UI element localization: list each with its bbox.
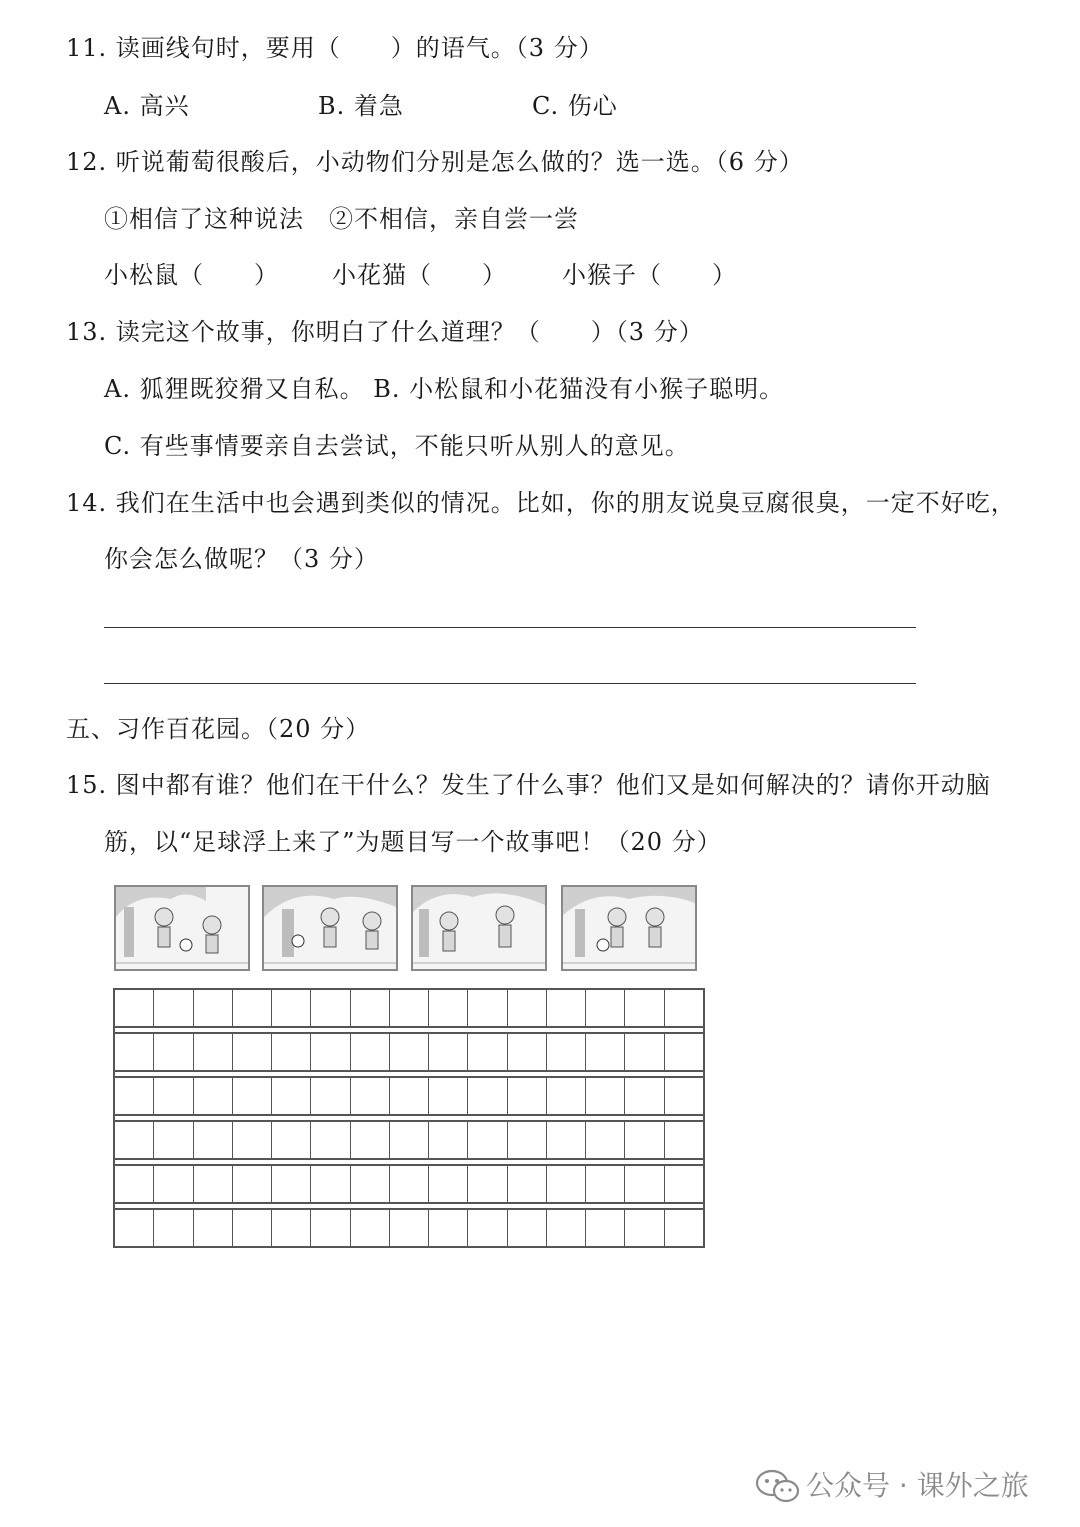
grid-cell[interactable] [311,990,350,1026]
grid-cell[interactable] [194,1210,233,1246]
grid-cell[interactable] [508,990,547,1026]
grid-cell[interactable] [351,1034,390,1070]
grid-cell[interactable] [390,990,429,1026]
grid-cell[interactable] [115,1034,154,1070]
grid-cell[interactable] [351,1166,390,1202]
grid-cell[interactable] [272,990,311,1026]
grid-cell[interactable] [390,1034,429,1070]
q14-answer-line-1[interactable] [104,627,916,628]
grid-cell[interactable] [351,1078,390,1114]
grid-cell[interactable] [311,1166,350,1202]
story-picture-2 [262,885,398,971]
grid-cell[interactable] [194,1166,233,1202]
grid-cell[interactable] [311,1078,350,1114]
grid-cell[interactable] [625,1122,664,1158]
grid-cell[interactable] [468,1122,507,1158]
grid-cell[interactable] [547,1210,586,1246]
q12-choices: ①相信了这种说法 ②不相信，亲自尝一尝 [104,205,579,233]
wechat-icon [756,1469,800,1503]
grid-row [115,1208,703,1248]
q12-item-squirrel[interactable]: 小松鼠（ ） [104,261,279,289]
q11-option-a[interactable]: A. 高兴 [104,92,190,120]
q12-item-cat[interactable]: 小花猫（ ） [332,261,507,289]
grid-cell[interactable] [625,1034,664,1070]
grid-cell[interactable] [154,1078,193,1114]
grid-cell[interactable] [194,990,233,1026]
watermark [756,1466,1029,1506]
grid-cell[interactable] [429,1078,468,1114]
grid-cell[interactable] [547,1122,586,1158]
grid-cell[interactable] [508,1034,547,1070]
story-picture-3 [411,885,547,971]
grid-cell[interactable] [154,1034,193,1070]
watermark-text: 公众号 · 课外之旅 [806,1469,1029,1502]
grid-cell[interactable] [665,1078,703,1114]
grid-cell[interactable] [625,1078,664,1114]
grid-cell[interactable] [272,1078,311,1114]
grid-cell[interactable] [233,1078,272,1114]
writing-grid[interactable] [113,988,705,1248]
grid-cell[interactable] [115,1078,154,1114]
grid-row [115,1032,703,1072]
grid-cell[interactable] [194,1078,233,1114]
grid-cell[interactable] [194,1122,233,1158]
grid-cell[interactable] [625,1166,664,1202]
grid-cell[interactable] [586,1122,625,1158]
q14-stem-line2: 你会怎么做呢？（3 分） [104,545,379,573]
grid-cell[interactable] [351,1210,390,1246]
grid-cell[interactable] [311,1210,350,1246]
grid-cell[interactable] [194,1034,233,1070]
q13-options-ab[interactable]: A. 狐狸既狡猾又自私。 B. 小松鼠和小花猫没有小猴子聪明。 [104,375,785,403]
grid-cell[interactable] [233,1034,272,1070]
grid-cell[interactable] [665,1034,703,1070]
q13-stem: 13. 读完这个故事，你明白了什么道理？（ ）（3 分） [66,318,704,346]
grid-cell[interactable] [468,1166,507,1202]
grid-cell[interactable] [429,1166,468,1202]
grid-cell[interactable] [390,1166,429,1202]
grid-cell[interactable] [115,1210,154,1246]
grid-cell[interactable] [272,1166,311,1202]
grid-cell[interactable] [311,1034,350,1070]
grid-cell[interactable] [429,990,468,1026]
grid-cell[interactable] [547,1078,586,1114]
grid-cell[interactable] [665,1210,703,1246]
grid-cell[interactable] [429,1122,468,1158]
q13-option-c[interactable]: C. 有些事情要亲自去尝试，不能只听从别人的意见。 [104,432,690,460]
grid-cell[interactable] [233,1210,272,1246]
grid-row [115,1164,703,1204]
q11-option-b[interactable]: B. 着急 [318,92,404,120]
grid-cell[interactable] [390,1210,429,1246]
grid-cell[interactable] [154,990,193,1026]
grid-cell[interactable] [625,990,664,1026]
grid-cell[interactable] [586,1166,625,1202]
q15-stem-line1: 15. 图中都有谁？他们在干什么？发生了什么事？他们又是如何解决的？请你开动脑 [66,771,991,799]
grid-cell[interactable] [665,1166,703,1202]
story-picture-4 [561,885,697,971]
grid-cell[interactable] [272,1122,311,1158]
grid-row [115,1120,703,1160]
grid-cell[interactable] [115,990,154,1026]
grid-cell[interactable] [586,990,625,1026]
grid-cell[interactable] [547,990,586,1026]
grid-cell[interactable] [233,990,272,1026]
q12-stem: 12. 听说葡萄很酸后，小动物们分别是怎么做的？选一选。（6 分） [66,148,804,176]
grid-cell[interactable] [586,1210,625,1246]
grid-cell[interactable] [233,1122,272,1158]
grid-cell[interactable] [272,1034,311,1070]
grid-cell[interactable] [272,1210,311,1246]
grid-cell[interactable] [154,1122,193,1158]
grid-cell[interactable] [351,990,390,1026]
grid-cell[interactable] [351,1122,390,1158]
grid-cell[interactable] [586,1034,625,1070]
grid-cell[interactable] [586,1078,625,1114]
grid-cell[interactable] [390,1122,429,1158]
grid-cell[interactable] [625,1210,664,1246]
q14-stem-line1: 14. 我们在生活中也会遇到类似的情况。比如，你的朋友说臭豆腐很臭，一定不好吃， [66,489,1016,517]
grid-cell[interactable] [390,1078,429,1114]
grid-cell[interactable] [154,1210,193,1246]
q14-answer-line-2[interactable] [104,683,916,684]
grid-cell[interactable] [547,1034,586,1070]
grid-cell[interactable] [468,990,507,1026]
q11-stem: 11. 读画线句时，要用（ ）的语气。（3 分） [66,34,604,62]
grid-cell[interactable] [508,1210,547,1246]
grid-cell[interactable] [115,1166,154,1202]
grid-cell[interactable] [115,1122,154,1158]
grid-cell[interactable] [311,1122,350,1158]
grid-cell[interactable] [508,1078,547,1114]
q12-item-monkey[interactable]: 小猴子（ ） [562,261,737,289]
grid-cell[interactable] [233,1166,272,1202]
grid-cell[interactable] [665,1122,703,1158]
q11-option-c[interactable]: C. 伤心 [532,92,618,120]
grid-cell[interactable] [468,1210,507,1246]
grid-cell[interactable] [154,1166,193,1202]
grid-cell[interactable] [429,1210,468,1246]
grid-cell[interactable] [468,1034,507,1070]
grid-cell[interactable] [665,990,703,1026]
q15-stem-line2: 筋，以“足球浮上来了”为题目写一个故事吧！（20 分） [104,828,722,856]
story-picture-1 [114,885,250,971]
grid-row [115,1076,703,1116]
grid-cell[interactable] [547,1166,586,1202]
section5-title: 五、习作百花园。（20 分） [66,715,371,743]
grid-cell[interactable] [468,1078,507,1114]
grid-row [115,988,703,1028]
grid-cell[interactable] [508,1166,547,1202]
grid-cell[interactable] [429,1034,468,1070]
grid-cell[interactable] [508,1122,547,1158]
